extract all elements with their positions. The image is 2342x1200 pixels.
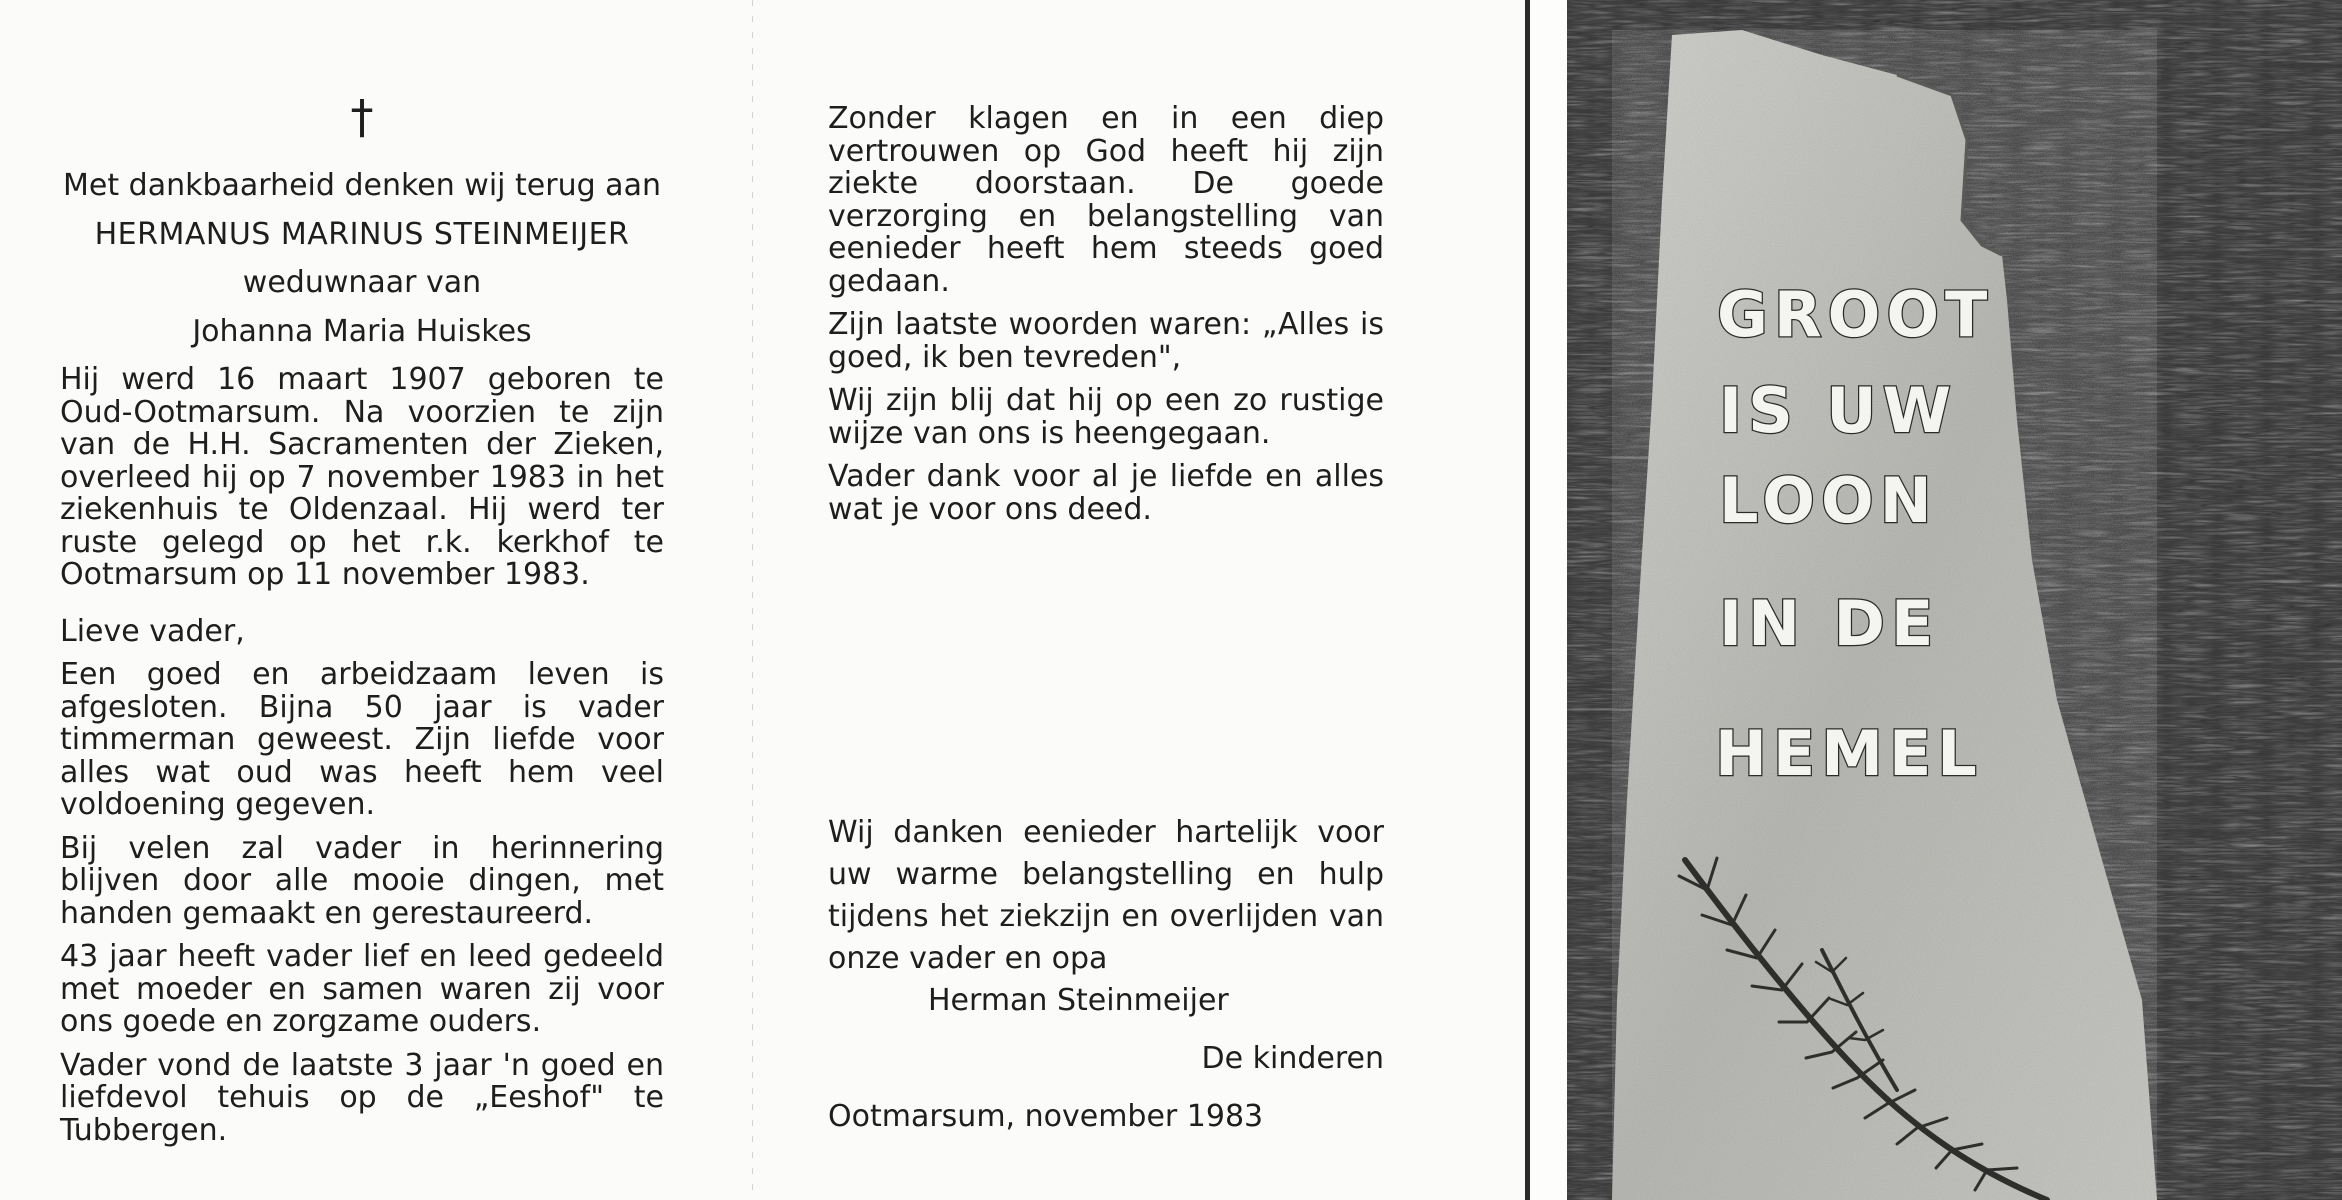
photo-border bbox=[1525, 0, 1530, 1200]
paragraph: Zonder klagen en in een diep vertrouwen op God heeft hij zijn ziekte doorstaan. De goede verzorging en belangstelling van eenieder heeft hem steeds goed gedaan. bbox=[828, 101, 1384, 299]
thanks-text: Wij danken eenieder hartelijk voor uw warme belangstelling en hulp tijdens het ziekzijn en overlijden van onze vader en opa bbox=[828, 815, 1384, 976]
paragraph: Zijn laatste woorden waren: „Alles is goed, ik ben tevreden", bbox=[828, 307, 1384, 375]
inscription-line: IN DE bbox=[1719, 587, 1940, 660]
inscription-line: HEMEL bbox=[1715, 717, 1983, 790]
paragraph: Een goed en arbeidzaam leven is afgesloten. Bijna 50 jaar is vader timmerman geweest. Zijn liefde voor alles wat oud was heeft hem veel voldoening gegeven. bbox=[60, 657, 664, 822]
paragraph: Wij zijn blij dat hij op een zo rustige wijze van ons is heengegaan. bbox=[828, 383, 1384, 451]
middle-panel bbox=[752, 0, 1522, 1200]
signature-name: Herman Steinmeijer bbox=[928, 983, 1229, 1018]
cross-icon: † bbox=[350, 90, 374, 144]
left-panel bbox=[0, 0, 752, 1200]
photo-panel bbox=[1525, 0, 2342, 1200]
paragraph: Vader vond de laatste 3 jaar 'n goed en liefdevol tehuis op de „Eeshof" te Tubbergen. bbox=[60, 1047, 664, 1148]
salutation: Lieve vader, bbox=[60, 613, 245, 649]
thanks-block bbox=[828, 812, 1384, 1138]
paragraph: Bij velen zal vader in herinnering blijven door alle mooie dingen, met handen gemaakt en gerestaureerd. bbox=[60, 830, 664, 931]
intro-text: Met dankbaarheid denken wij terug aan bbox=[63, 168, 661, 203]
memorial-stone-photo bbox=[1567, 0, 2342, 1200]
memorial-text-middle bbox=[828, 103, 1384, 537]
deceased-name: HERMANUS MARINUS STEINMEIJER bbox=[94, 216, 630, 252]
relation-text: weduwnaar van bbox=[242, 265, 482, 300]
biography-paragraph: Hij werd 16 maart 1907 geboren te Oud-Ootmarsum. Na voorzien te zijn van de H.H. Sacramenten der Zieken, overleed hij op 7 november 1983 in het ziekenhuis te Oldenzaal. Hij werd ter ruste gelegd op het r.k. kerkhof te Ootmarsum op 11 november 1983. bbox=[60, 362, 664, 592]
inscription-line: GROOT bbox=[1717, 278, 1994, 351]
spouse-name: Johanna Maria Huiskes bbox=[192, 313, 532, 349]
paragraph: 43 jaar heeft vader lief en leed gedeeld met moeder en samen waren zij voor ons goede en zorgzame ouders. bbox=[60, 939, 664, 1039]
signature-children: De kinderen bbox=[1201, 1041, 1384, 1076]
memorial-text-left bbox=[60, 170, 664, 1158]
paragraph: Vader dank voor al je liefde en alles wat je voor ons deed. bbox=[828, 459, 1384, 527]
inscription-line: LOON bbox=[1719, 464, 1938, 537]
inscription-line: IS UW bbox=[1719, 374, 1958, 447]
place-date: Ootmarsum, november 1983 bbox=[828, 1099, 1264, 1134]
